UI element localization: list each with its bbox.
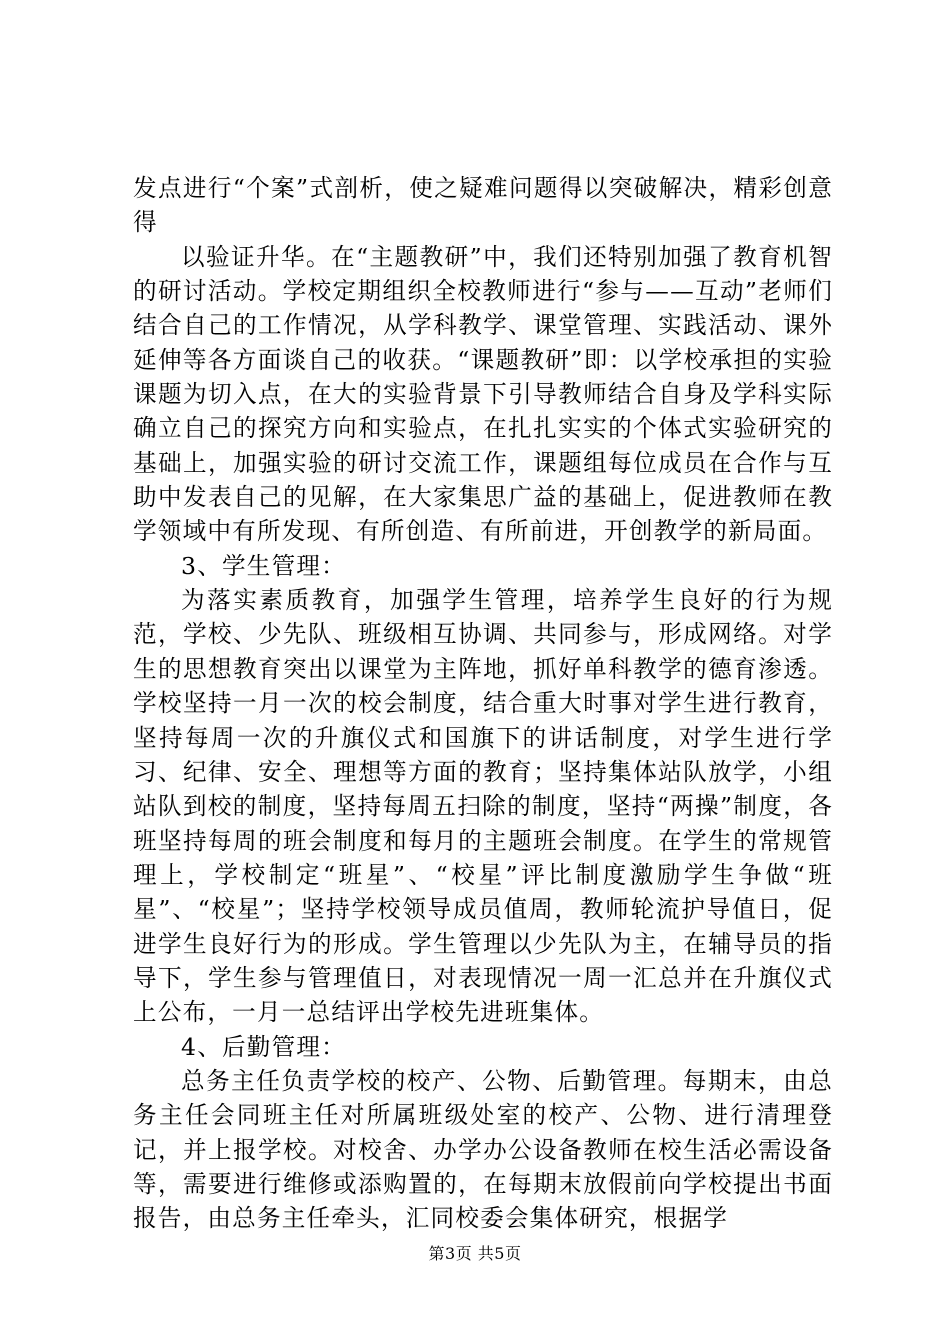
paragraph-student-management: 为落实素质教育，加强学生管理，培养学生良好的行为规范，学校、少先队、班级相互协调、共同参与，形成网络。对学生的思想教育突出以课堂为主阵地，抓好单科教学的德育渗透。学校坚持一月一次的校会制度，结合重大时事对学生进行教育，坚持每周一次的升旗仪式和国旗下的讲话制度，对学生进行学习、纪律、安全、理想等方面的教育；坚持集体站队放学，小组站队到校的制度，坚持每周五扫除的制度，坚持“两操”制度，各班坚持每周的班会制度和每月的主题班会制度。在学生的常规管理上，学校制定“班星”、“校星”评比制度激励学生争做“班星”、“校星”；坚持学校领导成员值周，教师轮流护导值日，促进学生良好行为的形成。学生管理以少先队为主，在辅导员的指导下，学生参与管理值日，对表现情况一周一汇总并在升旗仪式上公布，一月一总结评出学校先进班集体。 xyxy=(133,586,833,1027)
page-number-label: 第3页 共5页 xyxy=(428,1244,522,1263)
paragraph-continuation: 发点进行“个案”式剖析，使之疑难问题得以突破解决，精彩创意得 xyxy=(133,174,833,237)
paragraph-logistics-management: 总务主任负责学校的校产、公物、后勤管理。每期末，由总务主任会同班主任对所属班级处室的校产、公物、进行清理登记，并上报学校。对校舍、办学办公设备教师在校生活必需设备等，需要进行维修或添购置的，在每期末放假前向学校提出书面报告，由总务主任牵头，汇同校委会集体研究，根据学 xyxy=(133,1066,833,1233)
section-heading-student-management: 3、学生管理： xyxy=(181,551,346,580)
section-heading-logistics-management: 4、后勤管理： xyxy=(181,1032,346,1061)
page-footer xyxy=(0,1244,950,1264)
paragraph-teaching-research: 以验证升华。在“主题教研”中，我们还特别加强了教育机智的研讨活动。学校定期组织全校教师进行“参与——互动”老师们结合自己的工作情况，从学科教学、课堂管理、实践活动、课外延伸等各方面谈自己的收获。“课题教研”即：以学校承担的实验课题为切入点，在大的实验背景下引导教师结合自身及学科实际确立自己的探究方向和实验点，在扎扎实实的个体式实验研究的基础上，加强实验的研讨交流工作，课题组每位成员在合作与互助中发表自己的见解，在大家集思广益的基础上，促进教师在教学领域中有所发现、有所创造、有所前进，开创教学的新局面。 xyxy=(133,242,833,546)
document-body xyxy=(133,171,833,1236)
